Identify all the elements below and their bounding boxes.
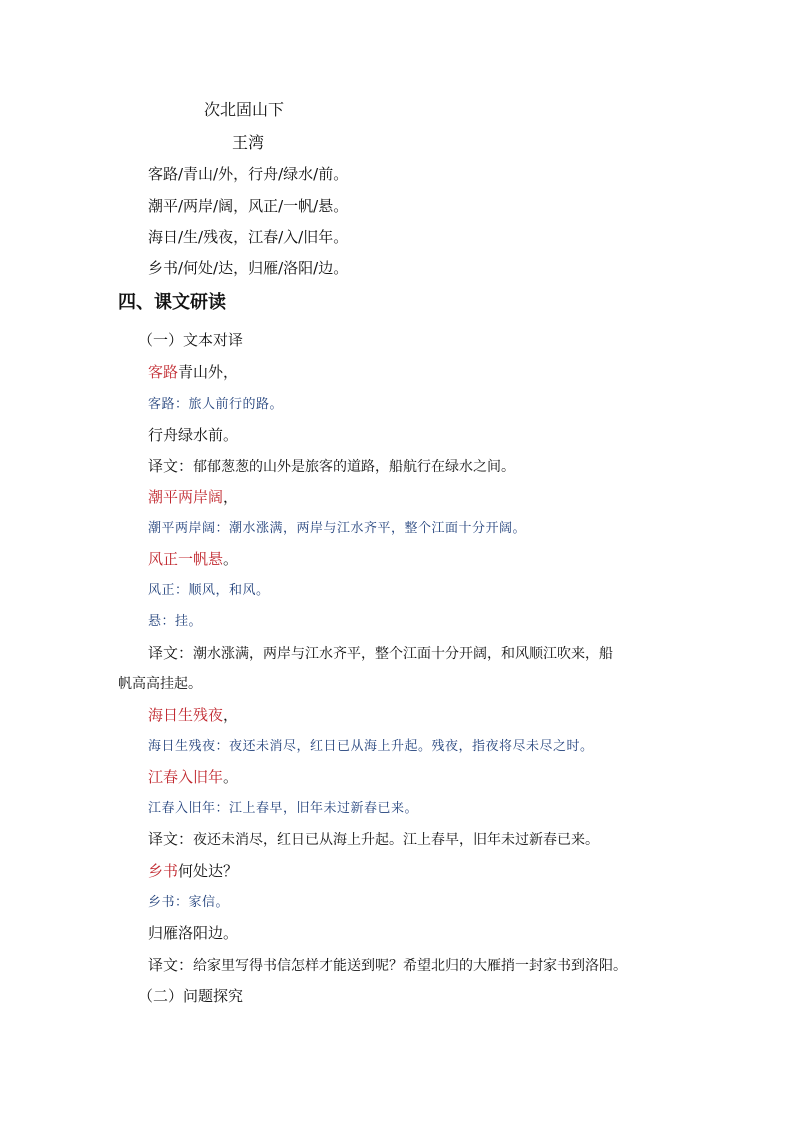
poem-verse: [148, 549, 238, 569]
verse-text: 青山外，: [178, 363, 239, 381]
highlighted-phrase: 海日生残夜: [148, 706, 224, 724]
translation-text: 郁郁葱葱的山外是旅客的道路，船航行在绿水之间。: [193, 459, 516, 475]
poem-verse: [148, 861, 238, 881]
verse-text: ，: [223, 706, 239, 724]
annotation-note: 潮平两岸阔：潮水涨满，两岸与江水齐平，整个江面十分开阔。: [148, 521, 527, 536]
translation-continued: 帆高高挂起。: [118, 676, 202, 692]
highlighted-phrase: 客路: [148, 363, 179, 381]
poem-title: 次北固山下: [204, 100, 285, 119]
translation-label: 译文：: [148, 956, 194, 974]
poem-verse: [148, 362, 238, 382]
poem-verse: 行舟绿水前。: [148, 426, 239, 444]
highlighted-phrase: 潮平两岸阔: [148, 488, 224, 506]
annotation-note: 江春入旧年：江上春早，旧年未过新春已来。: [148, 801, 419, 816]
translation-text: 潮水涨满，两岸与江水齐平，整个江面十分开阔，和风顺江吹来，船: [193, 646, 614, 662]
translation-label: 译文：: [148, 644, 194, 662]
poem-author: 王湾: [232, 133, 265, 152]
annotation-note: 悬：挂。: [148, 614, 203, 629]
highlighted-phrase: 风正一帆悬: [148, 550, 224, 568]
translation: [148, 955, 627, 976]
translation-text: 夜还未消尽，红日已从海上升起。江上春早，旧年未过新春已来。: [193, 832, 600, 848]
section-heading: 四、课文研读: [118, 292, 226, 313]
poem-verse: [148, 487, 238, 507]
verse-text: 。: [223, 768, 239, 786]
poem-line: 海日/生/残夜，江春/入/旧年。: [148, 228, 349, 246]
poem-line: 潮平/两岸/阔，风正/一帆/悬。: [148, 197, 349, 215]
translation-label: 译文：: [148, 830, 194, 848]
annotation-note: 海日生残夜：夜还未消尽，红日已从海上升起。残夜，指夜将尽未尽之时。: [148, 739, 594, 754]
sub-heading-translation: （一）文本对译: [138, 331, 244, 349]
translation: [148, 643, 613, 664]
verse-text: 何处达？: [178, 862, 239, 880]
translation: [148, 456, 515, 477]
annotation-note: 风正：顺风，和风。: [148, 583, 270, 598]
translation: [148, 829, 599, 850]
poem-line: 乡书/何处/达，归雁/洛阳/边。: [148, 259, 349, 277]
poem-line: 客路/青山/外，行舟/绿水/前。: [148, 165, 349, 183]
annotation-note: 客路：旅人前行的路。: [148, 397, 284, 412]
translation-text: 给家里写得书信怎样才能送到呢？希望北归的大雁捎一封家书到洛阳。: [193, 958, 628, 974]
poem-verse: [148, 705, 238, 725]
verse-text: ，: [223, 488, 239, 506]
highlighted-phrase: 乡书: [148, 862, 179, 880]
poem-verse: 归雁洛阳边。: [148, 924, 239, 942]
highlighted-phrase: 江春入旧年: [148, 768, 224, 786]
annotation-note: 乡书：家信。: [148, 895, 230, 910]
sub-heading-questions: （二）问题探究: [138, 987, 244, 1005]
verse-text: 。: [223, 550, 239, 568]
poem-verse: [148, 767, 238, 787]
translation-label: 译文：: [148, 457, 194, 475]
